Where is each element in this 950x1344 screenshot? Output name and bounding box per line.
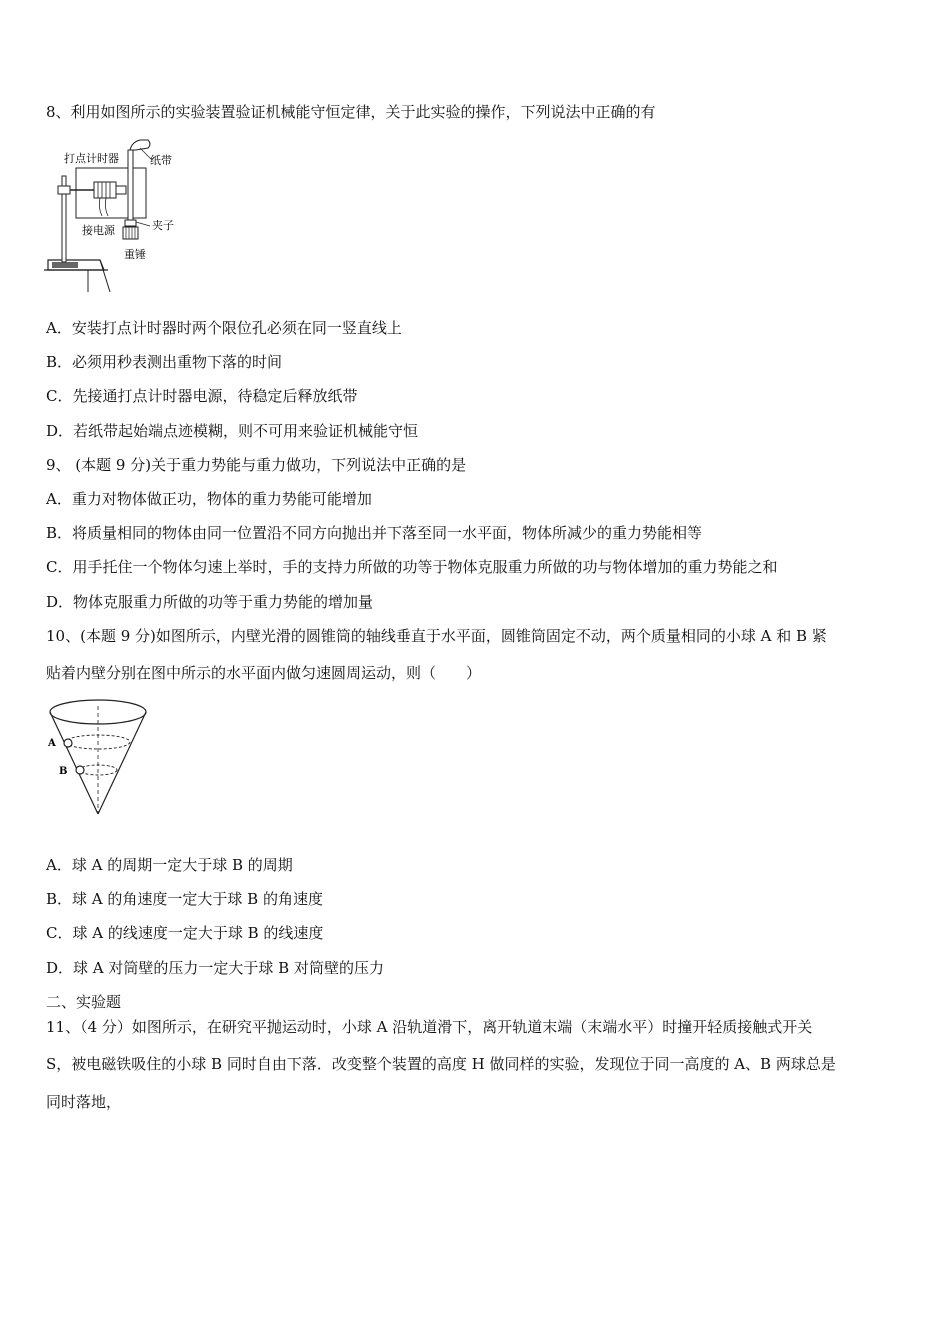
q8-figure-apparatus [44, 138, 194, 298]
label-clamp: 夹子 [152, 219, 174, 232]
q11-stem-line3: 同时落地， [46, 1093, 122, 1111]
q9-option-c: C．用手托住一个物体匀速上举时，手的支持力所做的功等于物体克服重力所做的功与物体增加的重力势能之和 [46, 558, 778, 576]
q10-stem-line2: 贴着内壁分别在图中所示的水平面内做匀速圆周运动，则（ ） [46, 664, 482, 682]
q8-stem: 8、利用如图所示的实验装置验证机械能守恒定律，关于此实验的操作，下列说法中正确的有 [46, 103, 656, 121]
q10-option-d: D．球 A 对筒壁的压力一定大于球 B 对筒壁的压力 [46, 959, 384, 977]
label-tape: 纸带 [150, 154, 172, 167]
q11-stem-line2: S，被电磁铁吸住的小球 B 同时自由下落．改变整个装置的高度 H 做同样的实验，发现位于同一高度的 A、B 两球总是 [46, 1055, 836, 1073]
label-timer: 打点计时器 [64, 152, 119, 165]
q10-option-b: B．球 A 的角速度一定大于球 B 的角速度 [46, 890, 323, 908]
label-power: 接电源 [82, 224, 115, 237]
q10-stem-line1: 10、(本题 9 分)如图所示，内壁光滑的圆锥筒的轴线垂直于水平面，圆锥筒固定不动，两个质量相同的小球 A 和 B 紧 [46, 627, 827, 645]
q9-option-b: B．将质量相同的物体由同一位置沿不同方向抛出并下落至同一水平面，物体所减少的重力势能相等 [46, 524, 703, 542]
q9-option-d: D．物体克服重力所做的功等于重力势能的增加量 [46, 593, 374, 611]
q10-option-c: C．球 A 的线速度一定大于球 B 的线速度 [46, 924, 324, 942]
q10-option-a: A．球 A 的周期一定大于球 B 的周期 [46, 856, 293, 874]
q8-option-b: B．必须用秒表测出重物下落的时间 [46, 353, 283, 371]
q8-option-a: A．安装打点计时器时两个限位孔必须在同一竖直线上 [46, 319, 402, 337]
q8-option-d: D．若纸带起始端点迹模糊，则不可用来验证机械能守恒 [46, 422, 419, 440]
label-weight: 重锤 [124, 248, 146, 261]
q8-option-c: C．先接通打点计时器电源，待稳定后释放纸带 [46, 387, 358, 405]
q9-stem: 9、 (本题 9 分)关于重力势能与重力做功，下列说法中正确的是 [46, 456, 467, 474]
q9-option-a: A．重力对物体做正功，物体的重力势能可能增加 [46, 490, 372, 508]
section-title: 二、实验题 [46, 993, 122, 1011]
q11-stem-line1: 11、（4 分）如图所示，在研究平抛运动时，小球 A 沿轨道滑下，离开轨道末端（末端水平）时撞开轻质接触式开关 [46, 1018, 813, 1036]
label-ball-b: B [59, 766, 68, 777]
q10-figure-cone [44, 696, 154, 820]
label-ball-a: A [48, 738, 56, 749]
